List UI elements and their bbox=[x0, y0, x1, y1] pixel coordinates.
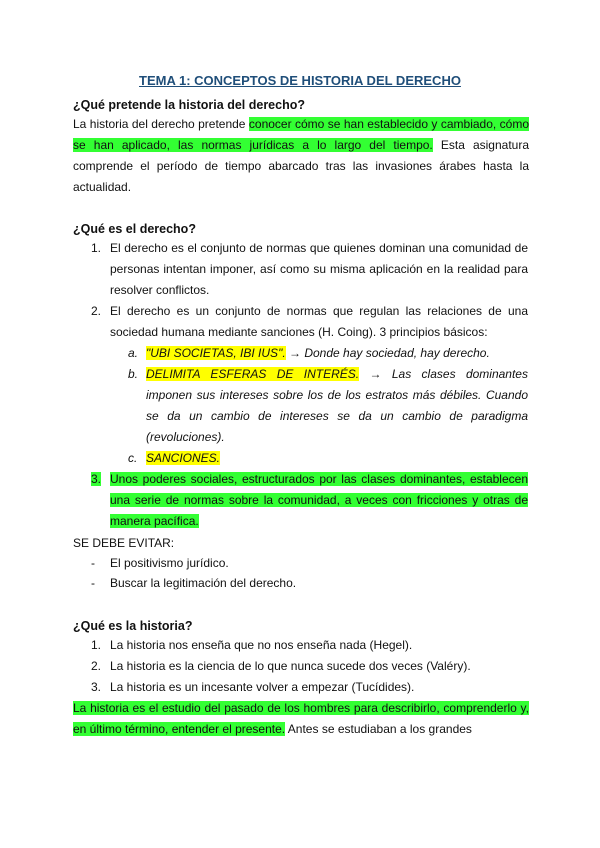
sub-item-a-text: → Donde hay sociedad, hay derecho. bbox=[285, 346, 490, 360]
quote-number-1: 1. bbox=[91, 638, 102, 652]
avoid-item-1: El positivismo jurídico. bbox=[110, 556, 229, 570]
paragraph-purpose-end: Esta asignatura comprende el período de tiempo abarcado tras las invasiones árabes hasta la actualidad. bbox=[73, 138, 530, 194]
list-item-1: El derecho es el conjunto de normas que quienes dominan una comunidad de personas intentan imponer, así como su misma aplicación en la realidad para resolver conflictos. bbox=[110, 241, 528, 297]
list-number-3 bbox=[91, 469, 101, 490]
paragraph-purpose bbox=[73, 114, 529, 198]
quote-number-3: 3. bbox=[91, 680, 102, 694]
paragraph-historia bbox=[73, 698, 529, 740]
sub-item-a bbox=[146, 343, 528, 364]
quote-number-2: 2. bbox=[91, 659, 102, 673]
quote-item-3: La historia es un incesante volver a empezar (Tucídides). bbox=[110, 680, 415, 694]
avoid-item-2: Buscar la legitimación del derecho. bbox=[110, 576, 297, 590]
avoid-label: SE DEBE EVITAR: bbox=[73, 536, 175, 550]
highlight-ubi-societas: "UBI SOCIETAS, IBI IUS". bbox=[146, 346, 286, 360]
quote-item-2: La historia es la ciencia de lo que nunca sucede dos veces (Valéry). bbox=[110, 659, 471, 673]
sub-item-b bbox=[146, 364, 528, 448]
paragraph-purpose-start: La historia del derecho pretende bbox=[73, 117, 249, 131]
page-title: TEMA 1: CONCEPTOS DE HISTORIA DEL DERECHO bbox=[139, 73, 461, 88]
sub-letter-b: b. bbox=[128, 367, 139, 381]
sub-letter-c: c. bbox=[128, 451, 138, 465]
heading-purpose: ¿Qué pretende la historia del derecho? bbox=[73, 98, 305, 112]
highlight-historia-definition: La historia es el estudio del pasado de los hombres para describirlo, comprenderlo y, en último término, entender el presente. bbox=[73, 701, 529, 736]
list-number-1: 1. bbox=[91, 241, 102, 255]
highlight-purpose: conocer cómo se han establecido y cambiado, cómo se han aplicado, las normas jurídicas a lo largo del tiempo. bbox=[73, 117, 529, 152]
heading-derecho: ¿Qué es el derecho? bbox=[73, 222, 196, 236]
highlight-delimita: DELIMITA ESFERAS DE INTERÉS. bbox=[146, 367, 360, 381]
heading-historia: ¿Qué es la historia? bbox=[73, 619, 193, 633]
sub-item-c bbox=[146, 448, 528, 469]
quote-item-1: La historia nos enseña que no nos enseña nada (Hegel). bbox=[110, 638, 413, 652]
highlight-poderes-sociales: Unos poderes sociales, estructurados por las clases dominantes, establecen una serie de normas sobre la comunidad, a veces con fricciones y otras de manera pacífica. bbox=[110, 472, 528, 528]
list-item-3 bbox=[110, 469, 528, 532]
sub-letter-a: a. bbox=[128, 346, 139, 360]
highlight-sanciones: SANCIONES. bbox=[146, 451, 221, 465]
avoid-dash-1: - bbox=[91, 556, 95, 570]
list-item-2: El derecho es un conjunto de normas que regulan las relaciones de una sociedad humana mediante sanciones (H. Coing). 3 principios básicos: bbox=[110, 304, 528, 339]
sub-item-b-text: → Las clases dominantes imponen sus intereses sobre los de los estratos más débiles. Cuando se da un cambio de intereses se da un cambio de paradigma (revoluciones). bbox=[146, 367, 528, 444]
list-number-2: 2. bbox=[91, 304, 102, 318]
avoid-dash-2: - bbox=[91, 576, 95, 590]
list-number-3-text: 3. bbox=[91, 472, 102, 486]
paragraph-historia-rest: Antes se estudiaban a los grandes bbox=[285, 722, 472, 736]
